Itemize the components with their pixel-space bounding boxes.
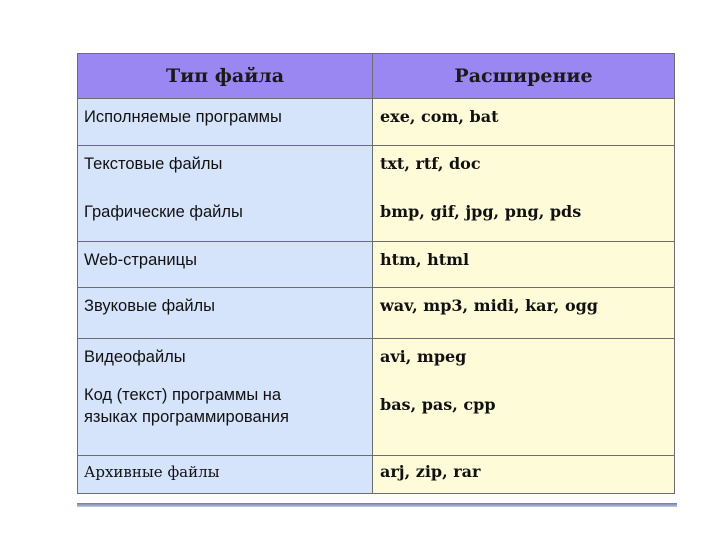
file-type-label: Графические файлы (84, 203, 243, 221)
table-row (78, 288, 675, 339)
extension-cell (373, 146, 675, 242)
file-type-cell (78, 456, 373, 494)
table-row (78, 99, 675, 146)
file-type-label: Web-страницы (84, 251, 197, 269)
table-row (78, 242, 675, 288)
extension-label: exe, com, bat (380, 107, 499, 126)
extension-label: bas, pas, cpp (380, 395, 496, 414)
extension-cell (373, 242, 675, 288)
table-row (78, 146, 675, 242)
file-type-label: Видеофайлы (84, 348, 186, 366)
extension-label: htm, html (380, 250, 470, 269)
table-header-row (78, 54, 675, 99)
file-type-label: Звуковые файлы (84, 297, 216, 315)
table-row (78, 456, 675, 494)
extension-cell (373, 456, 675, 494)
file-type-label: Текстовые файлы (84, 155, 223, 173)
file-type-cell (78, 146, 373, 242)
extension-label: wav, mp3, midi, kar, ogg (380, 296, 598, 315)
extension-label: avi, mpeg (380, 347, 467, 366)
file-type-label: языках программирования (84, 408, 289, 426)
file-type-cell (78, 99, 373, 146)
extension-label: bmp, gif, jpg, png, pds (380, 202, 582, 221)
file-type-label: Код (текст) программы на (84, 386, 282, 404)
extension-label: arj, zip, rar (380, 462, 481, 481)
file-type-cell (78, 242, 373, 288)
header-file-type: Тип файла (78, 54, 373, 99)
extension-label: txt, rtf, doc (380, 154, 481, 173)
file-type-cell (78, 288, 373, 339)
file-type-label: Архивные файлы (84, 463, 220, 481)
file-type-label: Исполняемые программы (84, 108, 282, 126)
table-row (78, 339, 675, 456)
file-type-cell (78, 339, 373, 456)
header-extension: Расширение (373, 54, 675, 99)
extension-cell (373, 99, 675, 146)
extension-cell (373, 339, 675, 456)
extension-cell (373, 288, 675, 339)
file-types-table (77, 53, 675, 494)
table-bottom-shadow (77, 503, 677, 507)
